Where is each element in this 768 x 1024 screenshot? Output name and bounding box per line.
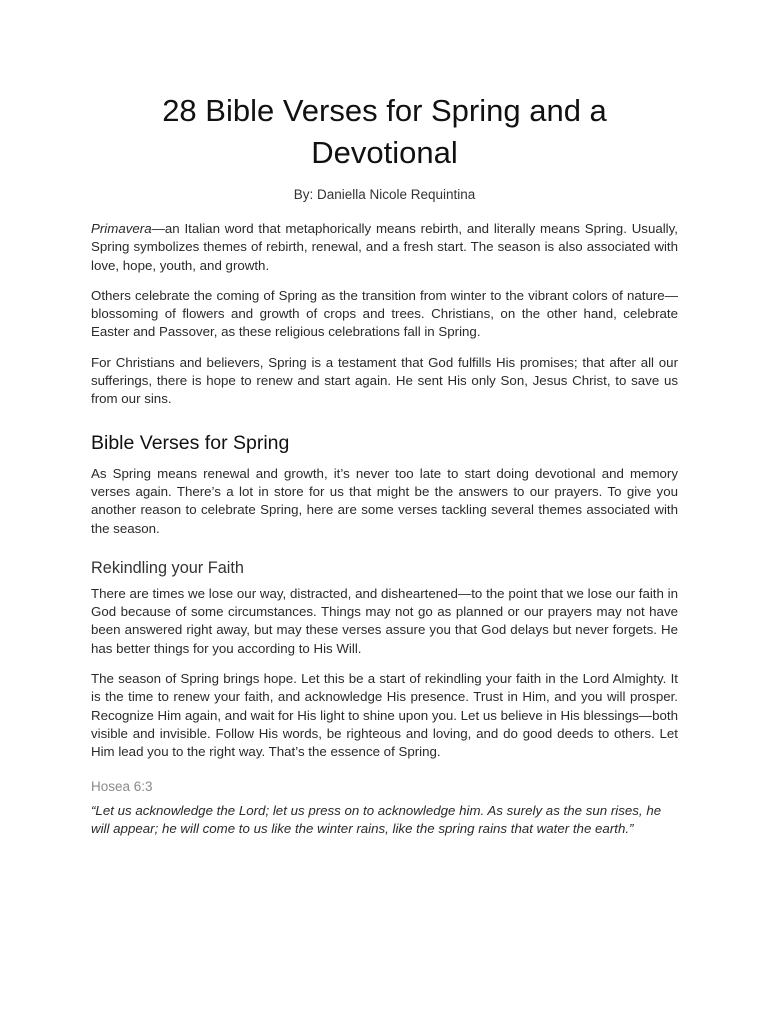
intro-paragraph-3: For Christians and believers, Spring is a testament that God fulfills His promises; that after all our sufferings, there is hope to renew and start again. He sent His only Son, Jesus Christ, to save us from our sins.: [91, 354, 678, 407]
author-byline: By: Daniella Nicole Requintina: [293, 187, 476, 202]
subsection-paragraph-2: The season of Spring brings hope. Let this be a start of rekindling your faith in the Lord Almighty. It is the time to renew your faith, and acknowledge His presence. Trust in Him, and you will prosper. Recognize Him again, and wait for His light to shine upon you. Let us believe in His blessings—both visible and invisible. Follow His words, be righteous and loving, and do good deeds to others. Let Him lead you to the right way. That’s the essence of Spring.: [91, 671, 678, 760]
intro-lead-word: Primavera: [91, 221, 152, 236]
intro-paragraph-1-text: —an Italian word that metaphorically means rebirth, and literally means Spring. Usually, Spring symbolizes themes of rebirth, renewal, and a fresh start. The season is also associated with love, hope, youth, and growth.: [91, 221, 678, 273]
subsection-paragraph-1: There are times we lose our way, distracted, and disheartened—to the point that we lose our faith in God because of some circumstances. Things may not go as planned or our prayers may not have been answered right away, but may these verses assure you that God delays but never forgets. He has better things for you according to His Will.: [91, 585, 678, 656]
intro-paragraph-2: Others celebrate the coming of Spring as the transition from winter to the vibrant colors of nature—blossoming of flowers and growth of crops and trees. Christians, on the other hand, celebrate Easter and Passover, as these religious celebrations fall in Spring.: [91, 287, 678, 340]
section-paragraph-1: As Spring means renewal and growth, it’s never too late to start doing devotional and memory verses again. There’s a lot in store for us that might be the answers to our prayers. To give you another reason to celebrate Spring, here are some verses tackling several themes associated with the season.: [91, 465, 678, 536]
verse-reference: Hosea 6:3: [91, 778, 153, 794]
verse-quote: “Let us acknowledge the Lord; let us press on to acknowledge him. As surely as the sun rises, he will appear; he will come to us like the winter rains, like the spring rains that water the earth.”: [91, 802, 662, 836]
intro-paragraph-1: [91, 220, 678, 275]
page-title: 28 Bible Verses for Spring and a Devotional: [162, 93, 607, 170]
section-heading: Bible Verses for Spring: [91, 431, 290, 454]
subsection-heading: Rekindling your Faith: [91, 558, 244, 577]
